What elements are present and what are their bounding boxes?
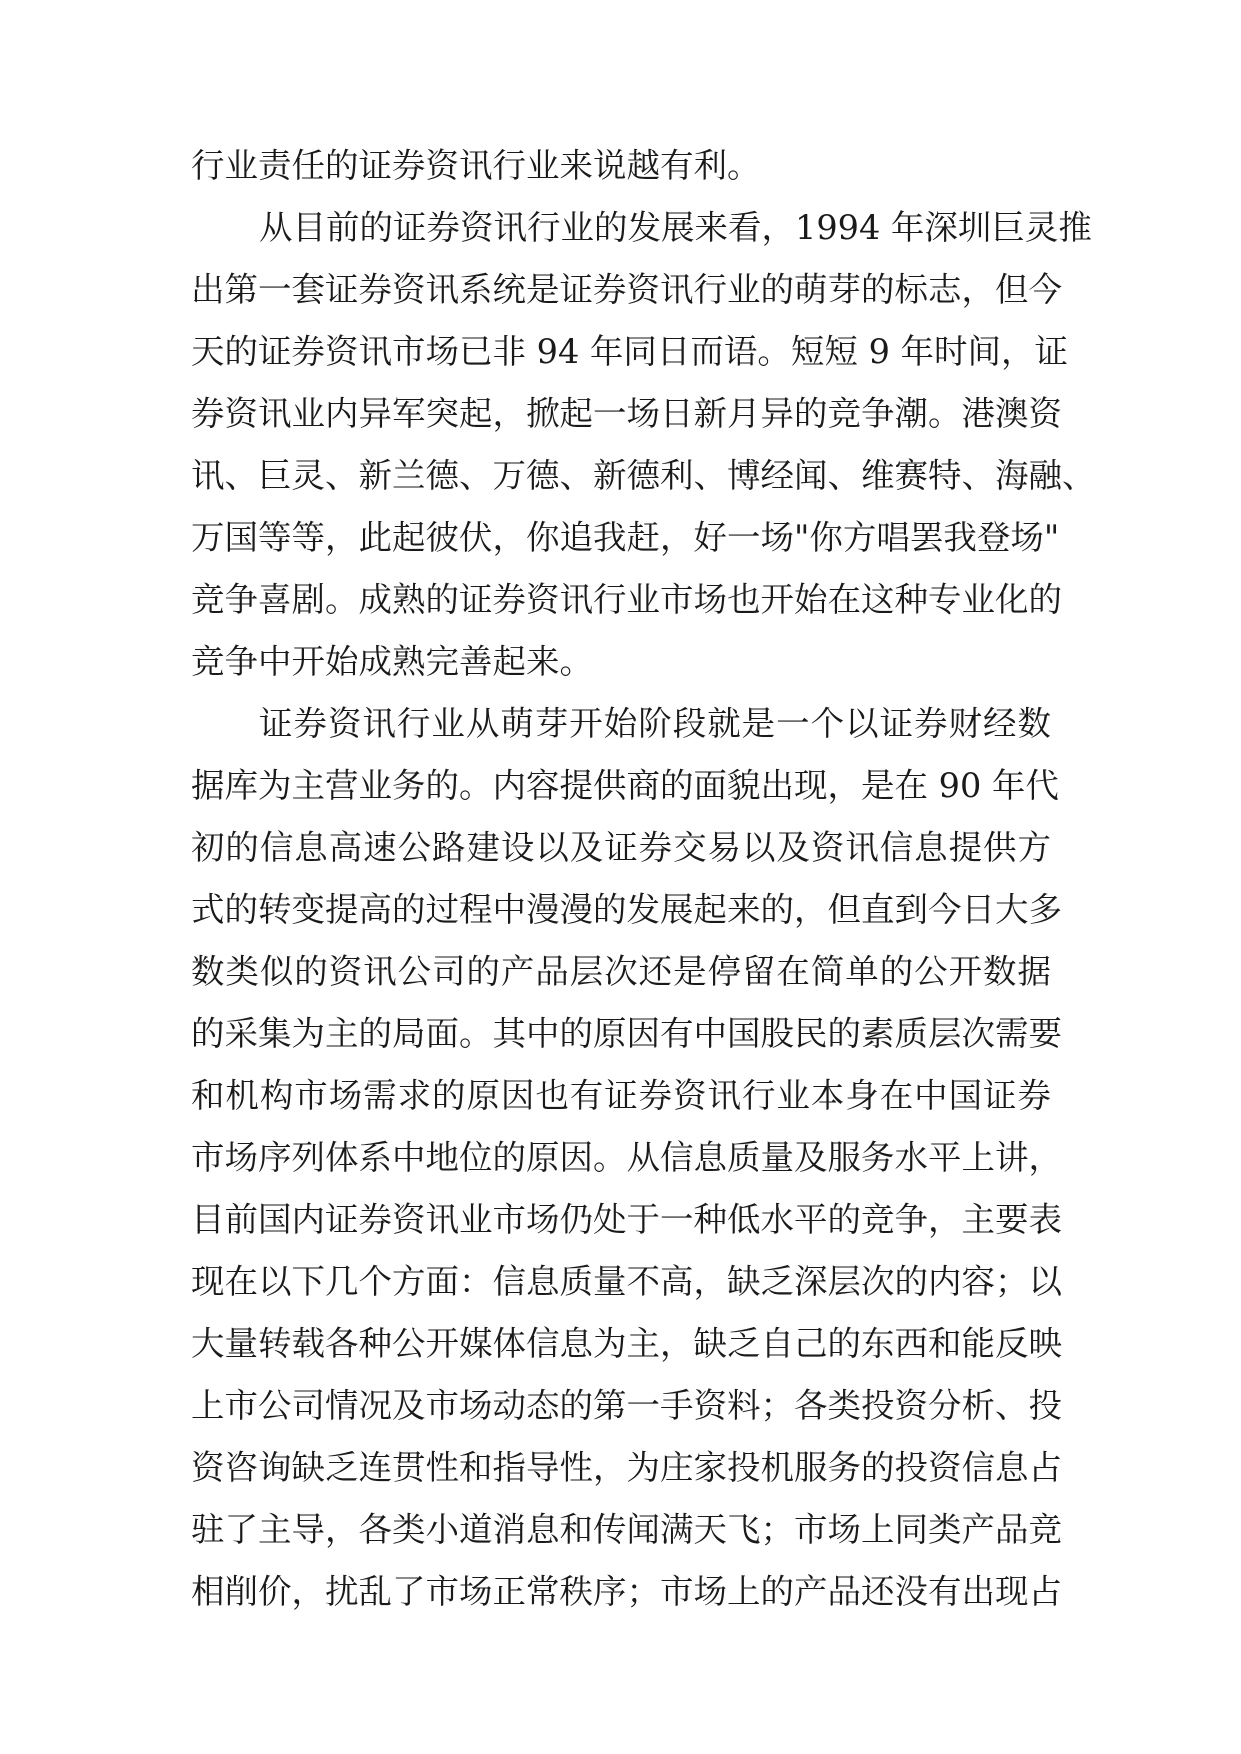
- text-line: 讯、巨灵、新兰德、万德、新德利、博经闻、维赛特、海融、: [191, 456, 1096, 495]
- text-line: 目前国内证券资讯业市场仍处于一种低水平的竞争，主要表: [191, 1200, 1062, 1239]
- text-line: 现在以下几个方面：信息质量不高，缺乏深层次的内容；以: [191, 1262, 1062, 1301]
- text-line: 上市公司情况及市场动态的第一手资料；各类投资分析、投: [191, 1386, 1062, 1425]
- text-line: 资咨询缺乏连贯性和指导性，为庄家投机服务的投资信息占: [191, 1448, 1062, 1487]
- text-line: 的采集为主的局面。其中的原因有中国股民的素质层次需要: [191, 1014, 1062, 1053]
- text-line: 竞争中开始成熟完善起来。: [191, 642, 593, 681]
- text-line: 竞争喜剧。成熟的证券资讯行业市场也开始在这种专业化的: [191, 580, 1062, 619]
- text-line: 大量转载各种公开媒体信息为主，缺乏自己的东西和能反映: [191, 1324, 1062, 1363]
- text-line: 相削价，扰乱了市场正常秩序；市场上的产品还没有出现占: [191, 1572, 1062, 1611]
- text-line: 万国等等，此起彼伏，你追我赶，好一场"你方唱罢我登场": [191, 518, 1060, 557]
- text-line: 天的证券资讯市场已非 94 年同日而语。短短 9 年时间，证: [191, 332, 1069, 371]
- text-line: 驻了主导，各类小道消息和传闻满天飞；市场上同类产品竞: [191, 1510, 1062, 1549]
- text-line: 数类似的资讯公司的产品层次还是停留在简单的公开数据: [191, 952, 1051, 991]
- text-line: 券资讯业内异军突起，掀起一场日新月异的竞争潮。港澳资: [191, 394, 1062, 433]
- text-line: 出第一套证券资讯系统是证券资讯行业的萌芽的标志，但今: [191, 270, 1062, 309]
- text-line: 行业责任的证券资讯行业来说越有利。: [191, 146, 761, 185]
- text-line: 从目前的证券资讯行业的发展来看，1994 年深圳巨灵推: [259, 208, 1092, 247]
- text-line: 初的信息高速公路建设以及证券交易以及资讯信息提供方: [191, 828, 1051, 867]
- text-line: 据库为主营业务的。内容提供商的面貌出现，是在 90 年代: [191, 766, 1059, 805]
- text-line: 证券资讯行业从萌芽开始阶段就是一个以证券财经数: [259, 704, 1051, 743]
- text-line: 式的转变提高的过程中漫漫的发展起来的，但直到今日大多: [191, 890, 1062, 929]
- text-line: 市场序列体系中地位的原因。从信息质量及服务水平上讲，: [191, 1138, 1062, 1177]
- text-line: 和机构市场需求的原因也有证券资讯行业本身在中国证券: [191, 1076, 1051, 1115]
